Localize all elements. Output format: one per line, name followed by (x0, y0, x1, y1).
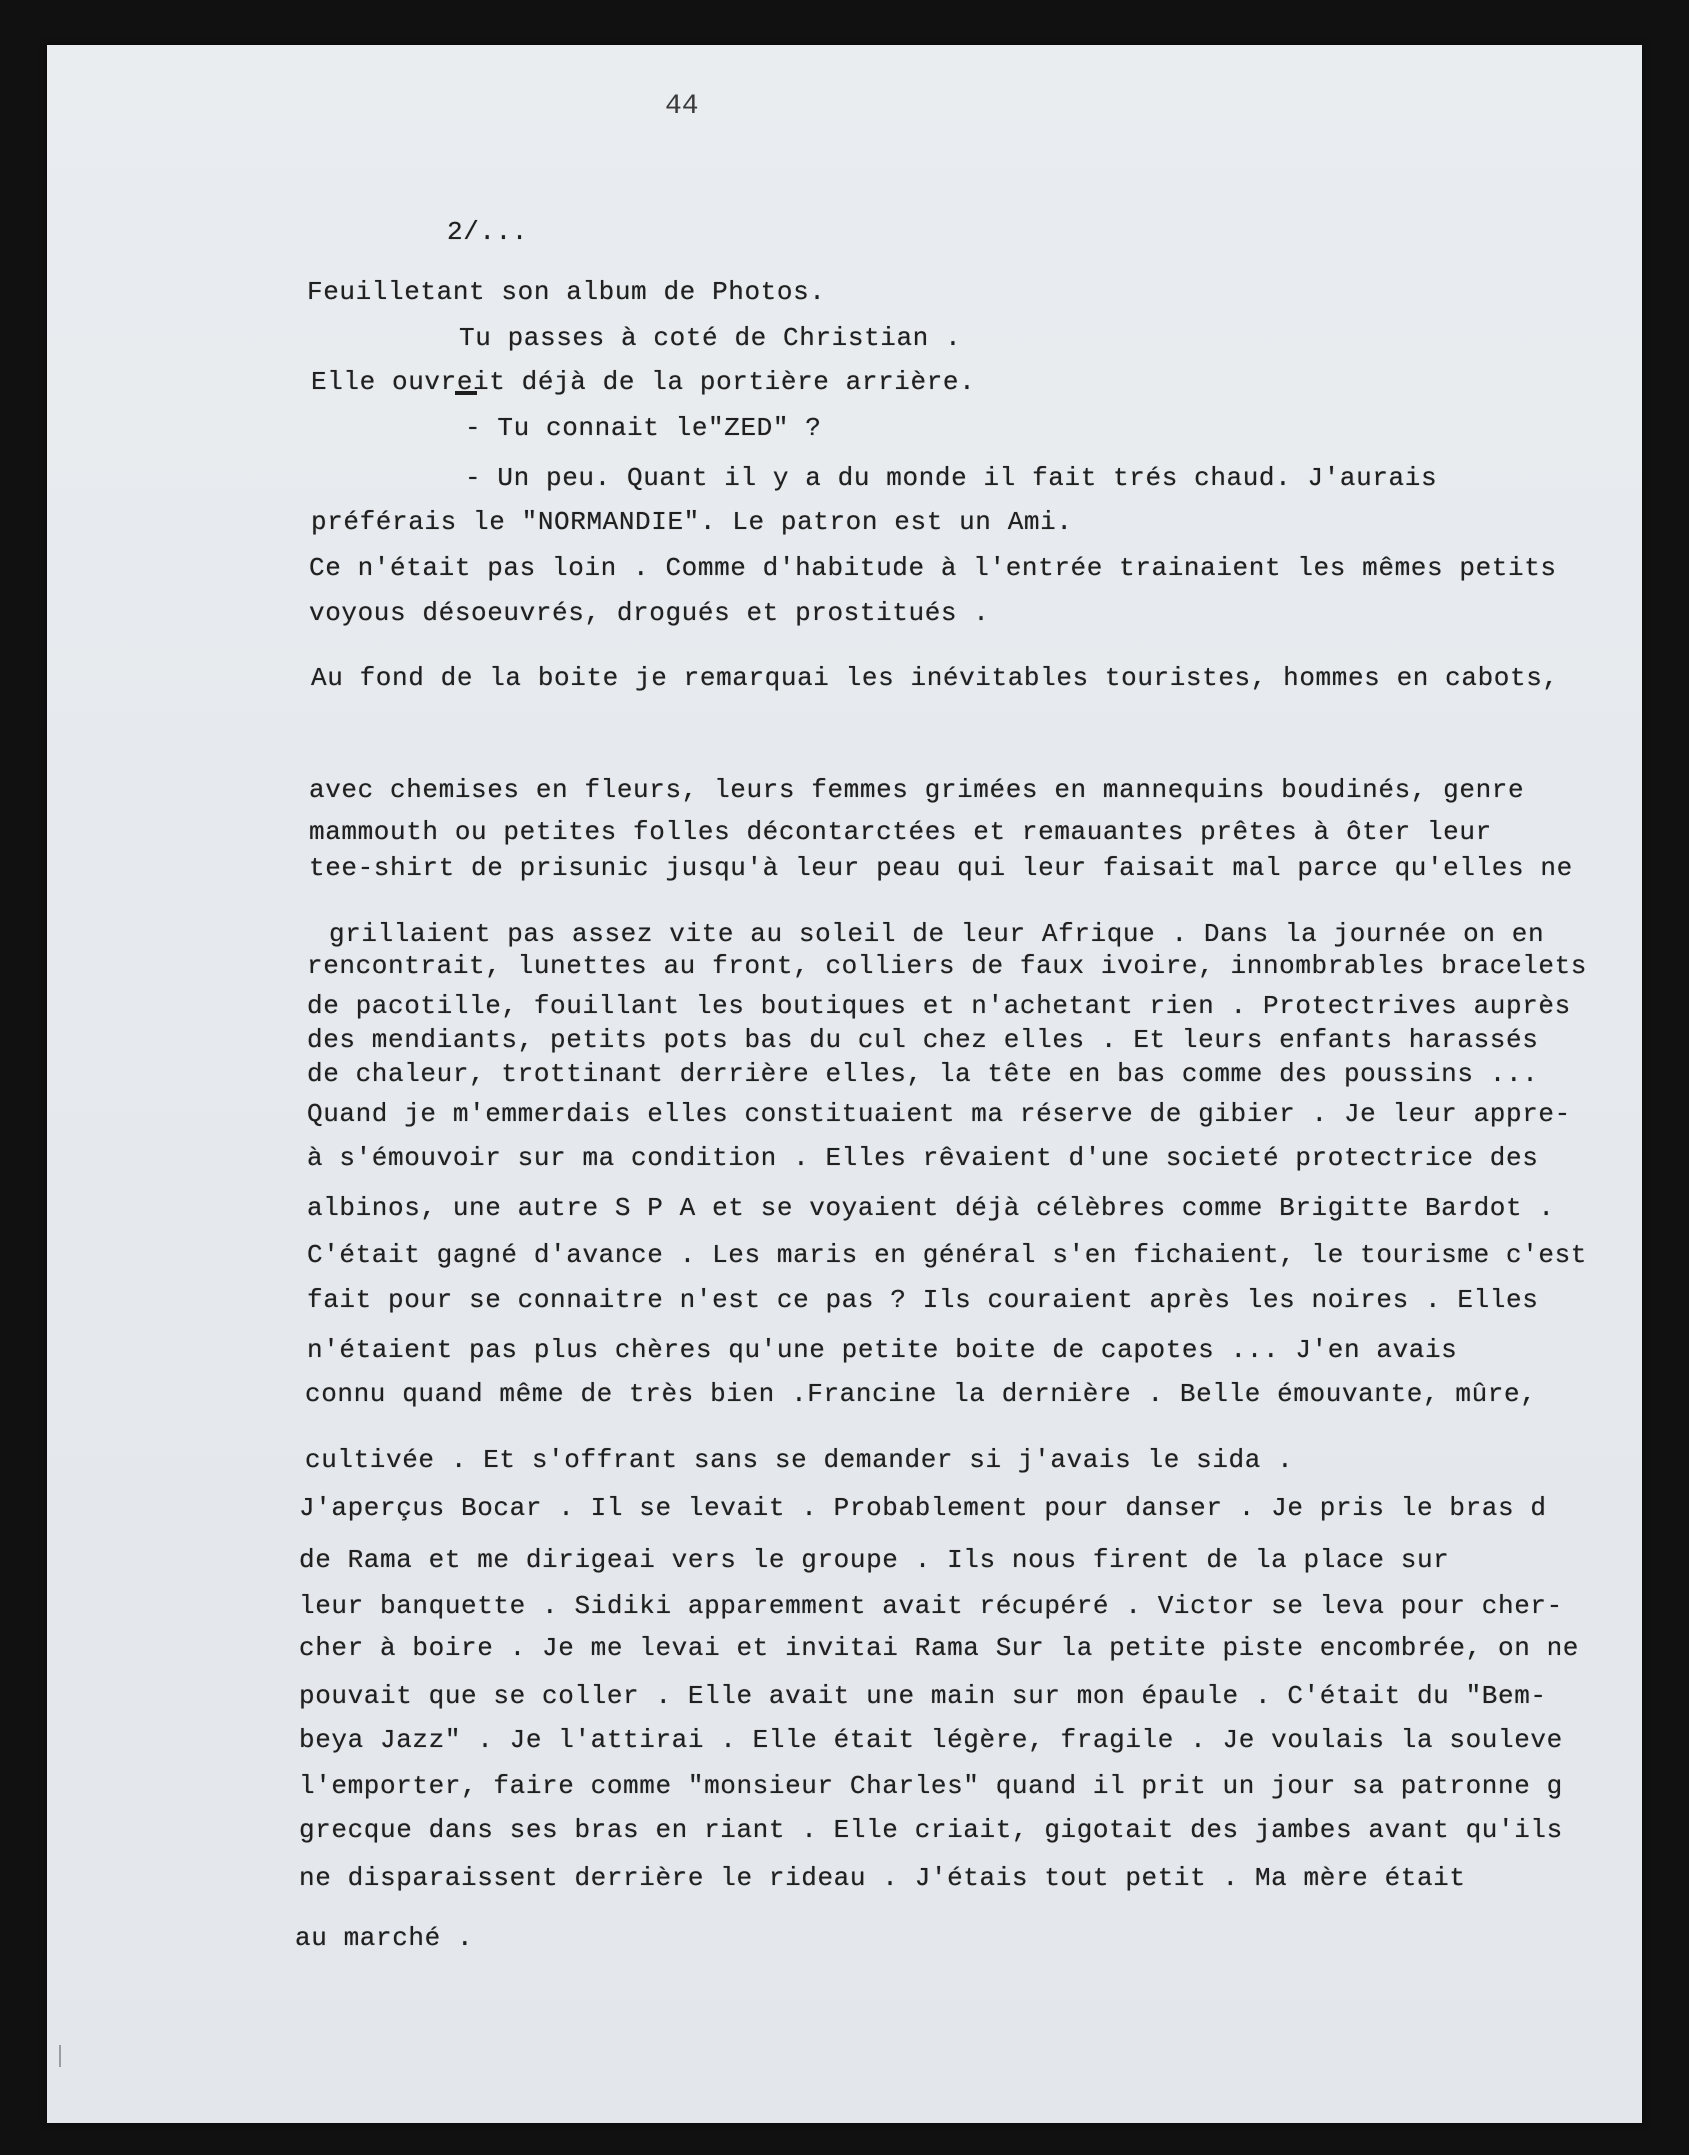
text-line: n'étaient pas plus chères qu'une petite boite de capotes ... J'en avais (307, 1335, 1458, 1365)
text-line: pouvait que se coller . Elle avait une main sur mon épaule . C'était du "Bem- (299, 1681, 1547, 1711)
text-line: connu quand même de très bien .Francine la dernière . Belle émouvante, mûre, (305, 1379, 1537, 1409)
text-line: à s'émouvoir sur ma condition . Elles rêvaient d'une societé protectrice des (307, 1143, 1539, 1173)
text-line: beya Jazz" . Je l'attirai . Elle était légère, fragile . Je voulais la souleve (299, 1725, 1563, 1755)
text-line: mammouth ou petites folles décontarctées et remauantes prêtes à ôter leur (309, 817, 1492, 847)
text-line: l'emporter, faire comme "monsieur Charles" quand il prit un jour sa patronne g (299, 1771, 1563, 1801)
text-line: cultivée . Et s'offrant sans se demander si j'avais le sida . (305, 1445, 1294, 1475)
text-line: voyous désoeuvrés, drogués et prostitués . (309, 598, 990, 628)
text-line: C'était gagné d'avance . Les maris en général s'en fichaient, le tourisme c'est (307, 1240, 1587, 1270)
text-line: Feuilletant son album de Photos. (307, 277, 826, 307)
text-line: leur banquette . Sidiki apparemment avait récupéré . Victor se leva pour cher- (299, 1591, 1563, 1621)
text-line: Quand je m'emmerdais elles constituaient ma réserve de gibier . Je leur appre- (307, 1099, 1571, 1129)
text-line: Tu passes à coté de Christian . (459, 323, 962, 353)
continuation-marker: 2/... (447, 217, 529, 247)
text-line: Ce n'était pas loin . Comme d'habitude à l'entrée trainaient les mêmes petits (309, 553, 1557, 583)
text-line: de Rama et me dirigeai vers le groupe . Ils nous firent de la place sur (299, 1545, 1450, 1575)
text-line: de chaleur, trottinant derrière elles, la tête en bas comme des poussins ... (307, 1059, 1539, 1089)
text-line: fait pour se connaitre n'est ce pas ? Ils couraient après les noires . Elles (307, 1285, 1539, 1315)
text-line: Elle ouvreit déjà de la portière arrière. (311, 367, 976, 397)
text-line: albinos, une autre S P A et se voyaient déjà célèbres comme Brigitte Bardot . (307, 1193, 1555, 1223)
text-line: cher à boire . Je me levai et invitai Rama Sur la petite piste encombrée, on ne (299, 1633, 1579, 1663)
text-line: tee-shirt de prisunic jusqu'à leur peau qui leur faisait mal parce qu'elles ne (309, 853, 1573, 883)
text-line: Au fond de la boite je remarquai les inévitables touristes, hommes en cabots, (311, 663, 1559, 693)
text-line: avec chemises en fleurs, leurs femmes grimées en mannequins boudinés, genre (309, 775, 1525, 805)
text-line: des mendiants, petits pots bas du cul chez elles . Et leurs enfants harassés (307, 1025, 1539, 1055)
text-line: ne disparaissent derrière le rideau . J'étais tout petit . Ma mère était (299, 1863, 1466, 1893)
text-line: grillaient pas assez vite au soleil de leur Afrique . Dans la journée on en (329, 919, 1545, 949)
text-line: de pacotille, fouillant les boutiques et n'achetant rien . Protectrives auprès (307, 991, 1571, 1021)
text-line: J'aperçus Bocar . Il se levait . Probablement pour danser . Je pris le bras d (299, 1493, 1547, 1523)
text-line: préférais le "NORMANDIE". Le patron est un Ami. (311, 507, 1073, 537)
page-number: 44 (665, 91, 699, 122)
text-line: rencontrait, lunettes au front, colliers de faux ivoire, innombrables bracelets (307, 951, 1587, 981)
margin-mark (59, 2045, 61, 2067)
typewritten-page (47, 45, 1642, 2123)
text-line: au marché . (295, 1923, 474, 1953)
text-line: - Tu connait le"ZED" ? (465, 413, 822, 443)
text-line: - Un peu. Quant il y a du monde il fait trés chaud. J'aurais (465, 463, 1438, 493)
text-line: grecque dans ses bras en riant . Elle criait, gigotait des jambes avant qu'ils (299, 1815, 1563, 1845)
